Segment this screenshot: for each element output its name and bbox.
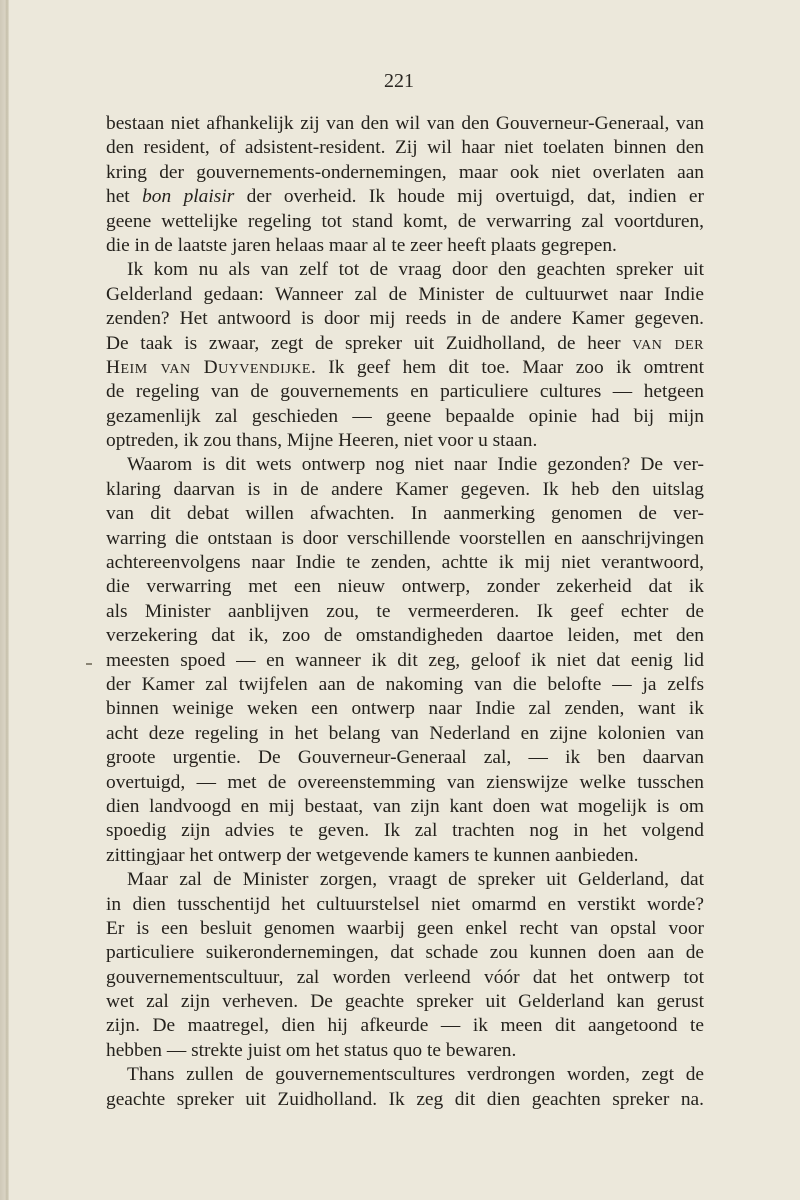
text-line: den resident, of adsistent-resident. Zij wil haar niet toelaten binnen den xyxy=(106,137,704,159)
text-line: Gelderland gedaan: Wanneer zal de Minister de cultuurwet naar Indie xyxy=(106,283,704,305)
text-line: die in de laatste jaren helaas maar al te zeer heeft plaats gegrepen. xyxy=(106,234,617,256)
text-line: binnen weinige weken een ontwerp naar Indie zal zenden, want ik xyxy=(106,698,704,720)
text-line: Thans zullen de gouvernementscultures verdrongen worden, zegt de xyxy=(127,1064,704,1086)
text-line: verzekering dat ik, zoo de omstandigheden daartoe leiden, met den xyxy=(106,625,704,647)
text-line: meesten spoed — en wanneer ik dit zeg, geloof ik niet dat eenig lid xyxy=(106,649,704,671)
text-line: als Minister aanblijven zou, te vermeerderen. Ik geef echter de xyxy=(106,600,704,622)
text-line: de regeling van de gouvernements en particuliere cultures — hetgeen xyxy=(106,381,704,403)
text-line: Heim van Duyvendijke. Ik geef hem dit toe. Maar zoo ik omtrent xyxy=(106,356,704,378)
text-line: particuliere suikerondernemingen, dat schade zou kunnen doen aan de xyxy=(106,942,704,964)
text-line: Er is een besluit genomen waarbij geen enkel recht van opstal voor xyxy=(106,917,704,939)
text-line: der Kamer zal twijfelen aan de nakoming van die belofte — ja zelfs xyxy=(106,673,704,695)
text-line: gezamenlijk zal geschieden — geene bepaalde opinie had bij mijn xyxy=(106,405,704,427)
text-line: kring der gouvernements-ondernemingen, maar ook niet overlaten aan xyxy=(106,161,704,183)
text-line: warring die ontstaan is door verschillende voorstellen en aanschrijvingen xyxy=(106,527,704,549)
text-line: hebben — strekte juist om het status quo te bewaren. xyxy=(106,1039,517,1061)
text-line: geachte spreker uit Zuidholland. Ik zeg dit dien geachten spreker na. xyxy=(106,1088,704,1110)
text-line: geene wettelijke regeling tot stand komt, de verwarring zal voortduren, xyxy=(106,210,704,232)
small-caps-name: van der xyxy=(632,332,705,354)
text-line: die verwarring met een nieuw ontwerp, zonder zekerheid dat ik xyxy=(106,576,704,598)
text-line: optreden, ik zou thans, Mijne Heeren, niet voor u staan. xyxy=(106,430,538,452)
page-number: 221 xyxy=(384,70,414,92)
text-line: dien landvoogd en mij bestaat, van zijn kant doen wat mogelijk is om xyxy=(106,795,704,817)
text-line: zittingjaar het ontwerp der wetgevende kamers te kunnen aanbieden. xyxy=(106,844,639,866)
text-line: gouvernementscultuur, zal worden verleend vóór dat het ontwerp tot xyxy=(106,966,704,988)
text-line: spoedig zijn advies te geven. Ik zal trachten nog in het volgend xyxy=(106,820,704,842)
text-line: De taak is zwaar, zegt de spreker uit Zuidholland, de heer van der xyxy=(106,332,705,354)
text-line: Waarom is dit wets ontwerp nog niet naar Indie gezonden? De ver- xyxy=(127,454,704,476)
margin-mark xyxy=(86,663,92,665)
text-line: van dit debat willen afwachten. In aanmerking genomen de ver- xyxy=(106,503,704,525)
text-line: zenden? Het antwoord is door mij reeds in de andere Kamer gegeven. xyxy=(106,308,704,330)
text-line: acht deze regeling in het belang van Nederland en zijne kolonien van xyxy=(106,722,704,744)
text-line: overtuigd, — met de overeenstemming van zienswijze welke tusschen xyxy=(106,771,704,793)
text-line: groote urgentie. De Gouverneur-Generaal zal, — ik ben daarvan xyxy=(106,747,704,769)
book-gutter xyxy=(0,0,9,1200)
text-line: Ik kom nu als van zelf tot de vraag door den geachten spreker uit xyxy=(127,259,704,281)
italic-phrase: bon plaisir xyxy=(142,186,235,208)
text-line: zijn. De maatregel, dien hij afkeurde — ik meen dit aangetoond te xyxy=(106,1015,704,1037)
text-line: het bon plaisir der overheid. Ik houde mij overtuigd, dat, indien er xyxy=(106,186,704,208)
book-page xyxy=(9,0,800,1200)
text-line: in dien tusschentijd het cultuurstelsel niet omarmd en verstikt worde? xyxy=(106,893,704,915)
text-line: achtereenvolgens naar Indie te zenden, achtte ik mij niet verantwoord, xyxy=(106,552,704,574)
text-line: wet zal zijn verheven. De geachte spreker uit Gelderland kan gerust xyxy=(106,991,704,1013)
text-line: klaring daarvan is in de andere Kamer gegeven. Ik heb den uitslag xyxy=(106,478,704,500)
small-caps-name: Heim van Duyvendijke xyxy=(106,356,311,378)
body-text xyxy=(106,112,704,1112)
text-line: bestaan niet afhankelijk zij van den wil van den Gouverneur-Generaal, van xyxy=(106,113,704,134)
text-line: Maar zal de Minister zorgen, vraagt de spreker uit Gelderland, dat xyxy=(127,869,704,891)
